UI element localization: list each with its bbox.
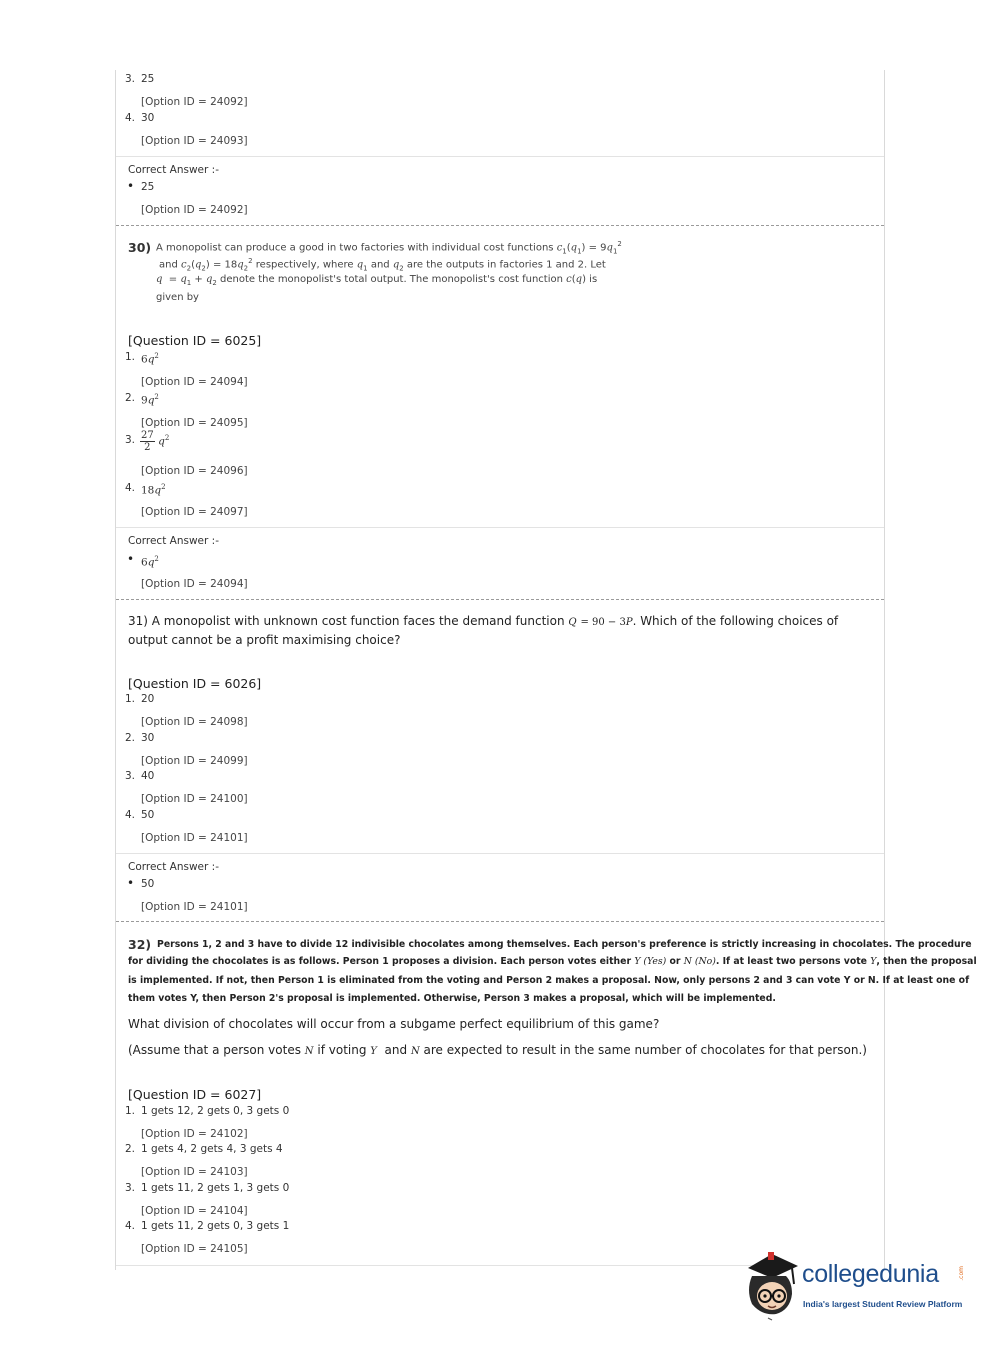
question-id: [Question ID = 6026] bbox=[128, 676, 262, 691]
question-number: 30) bbox=[128, 240, 152, 255]
question-text: Persons 1, 2 and 3 have to divide 12 indivisible chocolates among themselves. Each person's preference is strictly increasing in chocolates. The procedure bbox=[157, 939, 972, 950]
option-id: [Option ID = 24101] bbox=[141, 901, 248, 913]
option-id: [Option ID = 24095] bbox=[141, 417, 248, 429]
option-id: [Option ID = 24103] bbox=[141, 1166, 248, 1178]
option-number: 4. bbox=[125, 809, 136, 821]
question-number: 32) bbox=[128, 937, 152, 952]
option-text: 1 gets 11, 2 gets 0, 3 gets 1 bbox=[141, 1220, 290, 1232]
page-left-border bbox=[115, 70, 116, 1270]
option-number: 3. bbox=[125, 770, 136, 782]
option-number: 3. bbox=[125, 1182, 136, 1194]
option-text: 50 bbox=[141, 809, 155, 821]
option-math: $\frac{27}{2}$ $q^2$ bbox=[141, 430, 170, 453]
logo-dotcom: .com bbox=[958, 1266, 965, 1281]
option-math: $6q^2$ bbox=[141, 352, 159, 366]
option-id: [Option ID = 24098] bbox=[141, 716, 248, 728]
option-text: 1 gets 12, 2 gets 0, 3 gets 0 bbox=[141, 1105, 290, 1117]
option-text: 40 bbox=[141, 770, 155, 782]
bullet-icon: • bbox=[127, 552, 135, 566]
question-text: them votes Y, then Person 2's proposal is implemented. Otherwise, Person 3 makes a proposal, which will be implemented. bbox=[128, 993, 776, 1004]
option-number: 1. bbox=[125, 351, 136, 363]
option-text: 30 bbox=[141, 112, 155, 124]
question-text: for dividing the chocolates is as follows. Person 1 proposes a division. Each person votes either Y (Yes) or N (No). If at least two persons vote Y, then the proposal bbox=[128, 956, 977, 967]
option-id: [Option ID = 24097] bbox=[141, 506, 248, 518]
option-number: 4. bbox=[125, 482, 136, 494]
option-text: 25 bbox=[141, 73, 155, 85]
question-text: $q = q_1 + q_2$ denote the monopolist's total output. The monopolist's cost function c(q) is bbox=[156, 274, 598, 287]
question-text: A monopolist can produce a good in two factories with individual cost functions $c_1(q_1) = 9q_1^2$ bbox=[156, 240, 622, 256]
question-text: 31) A monopolist with unknown cost function faces the demand function Q = 90 − 3P. Which of the following choices of bbox=[128, 614, 839, 628]
option-number: 1. bbox=[125, 1105, 136, 1117]
question-separator bbox=[116, 921, 884, 922]
option-id: [Option ID = 24102] bbox=[141, 1128, 248, 1140]
option-number: 4. bbox=[125, 1220, 136, 1232]
question-text: and $c_2(q_2) = 18q_2^2$ respectively, where $q_1$ and $q_2$ are the outputs in factories 1 and 2. Let bbox=[159, 257, 606, 273]
logo-tagline: India's largest Student Review Platform bbox=[803, 1299, 963, 1309]
question-id: [Question ID = 6025] bbox=[128, 333, 262, 348]
option-text: 1 gets 11, 2 gets 1, 3 gets 0 bbox=[141, 1182, 290, 1194]
option-number: 3. bbox=[125, 73, 136, 85]
correct-answer-math: $6q^2$ bbox=[141, 555, 159, 569]
option-id: [Option ID = 24092] bbox=[141, 204, 248, 216]
question-id: [Question ID = 6027] bbox=[128, 1087, 262, 1102]
question-text: What division of chocolates will occur from a subgame perfect equilibrium of this game? bbox=[128, 1017, 660, 1031]
bullet-icon: • bbox=[127, 876, 135, 890]
option-number: 2. bbox=[125, 732, 136, 744]
section-divider bbox=[116, 853, 884, 854]
option-text: 30 bbox=[141, 732, 155, 744]
option-id: [Option ID = 24101] bbox=[141, 832, 248, 844]
section-divider bbox=[116, 527, 884, 528]
option-id: [Option ID = 24093] bbox=[141, 135, 248, 147]
section-divider bbox=[116, 156, 884, 157]
logo-name: collegedunia bbox=[802, 1260, 939, 1288]
correct-answer-label: Correct Answer :- bbox=[128, 861, 219, 873]
option-text: 1 gets 4, 2 gets 4, 3 gets 4 bbox=[141, 1143, 283, 1155]
option-id: [Option ID = 24100] bbox=[141, 793, 248, 805]
option-math: $18q^2$ bbox=[141, 483, 166, 497]
option-id: [Option ID = 24092] bbox=[141, 96, 248, 108]
question-text: (Assume that a person votes N if voting Y and N are expected to result in the same number of chocolates for that person.) bbox=[128, 1043, 867, 1057]
option-number: 3. bbox=[125, 434, 136, 446]
correct-answer-label: Correct Answer :- bbox=[128, 535, 219, 547]
option-number: 1. bbox=[125, 693, 136, 705]
option-id: [Option ID = 24096] bbox=[141, 465, 248, 477]
question-text: is implemented. If not, then Person 1 is eliminated from the voting and Person 2 makes a proposal. Now, only persons 2 and 3 can vote Y or N. If at least one of bbox=[128, 975, 970, 986]
collegedunia-logo[interactable] bbox=[742, 1250, 967, 1322]
correct-answer-text: 50 bbox=[141, 878, 155, 890]
option-number: 4. bbox=[125, 112, 136, 124]
option-number: 2. bbox=[125, 392, 136, 404]
question-text: output cannot be a profit maximising choice? bbox=[128, 633, 401, 647]
page-right-border bbox=[884, 70, 885, 1270]
section-divider bbox=[116, 1265, 756, 1266]
option-math: $9q^2$ bbox=[141, 393, 159, 407]
correct-answer-label: Correct Answer :- bbox=[128, 164, 219, 176]
option-id: [Option ID = 24099] bbox=[141, 755, 248, 767]
question-separator bbox=[116, 225, 884, 226]
question-text: given by bbox=[156, 292, 199, 303]
question-separator bbox=[116, 599, 884, 600]
option-id: [Option ID = 24094] bbox=[141, 376, 248, 388]
bullet-icon: • bbox=[127, 179, 135, 193]
option-id: [Option ID = 24105] bbox=[141, 1243, 248, 1255]
option-number: 2. bbox=[125, 1143, 136, 1155]
correct-answer-text: 25 bbox=[141, 181, 155, 193]
option-text: 20 bbox=[141, 693, 155, 705]
option-id: [Option ID = 24094] bbox=[141, 578, 248, 590]
mascot-icon bbox=[742, 1250, 804, 1322]
option-id: [Option ID = 24104] bbox=[141, 1205, 248, 1217]
